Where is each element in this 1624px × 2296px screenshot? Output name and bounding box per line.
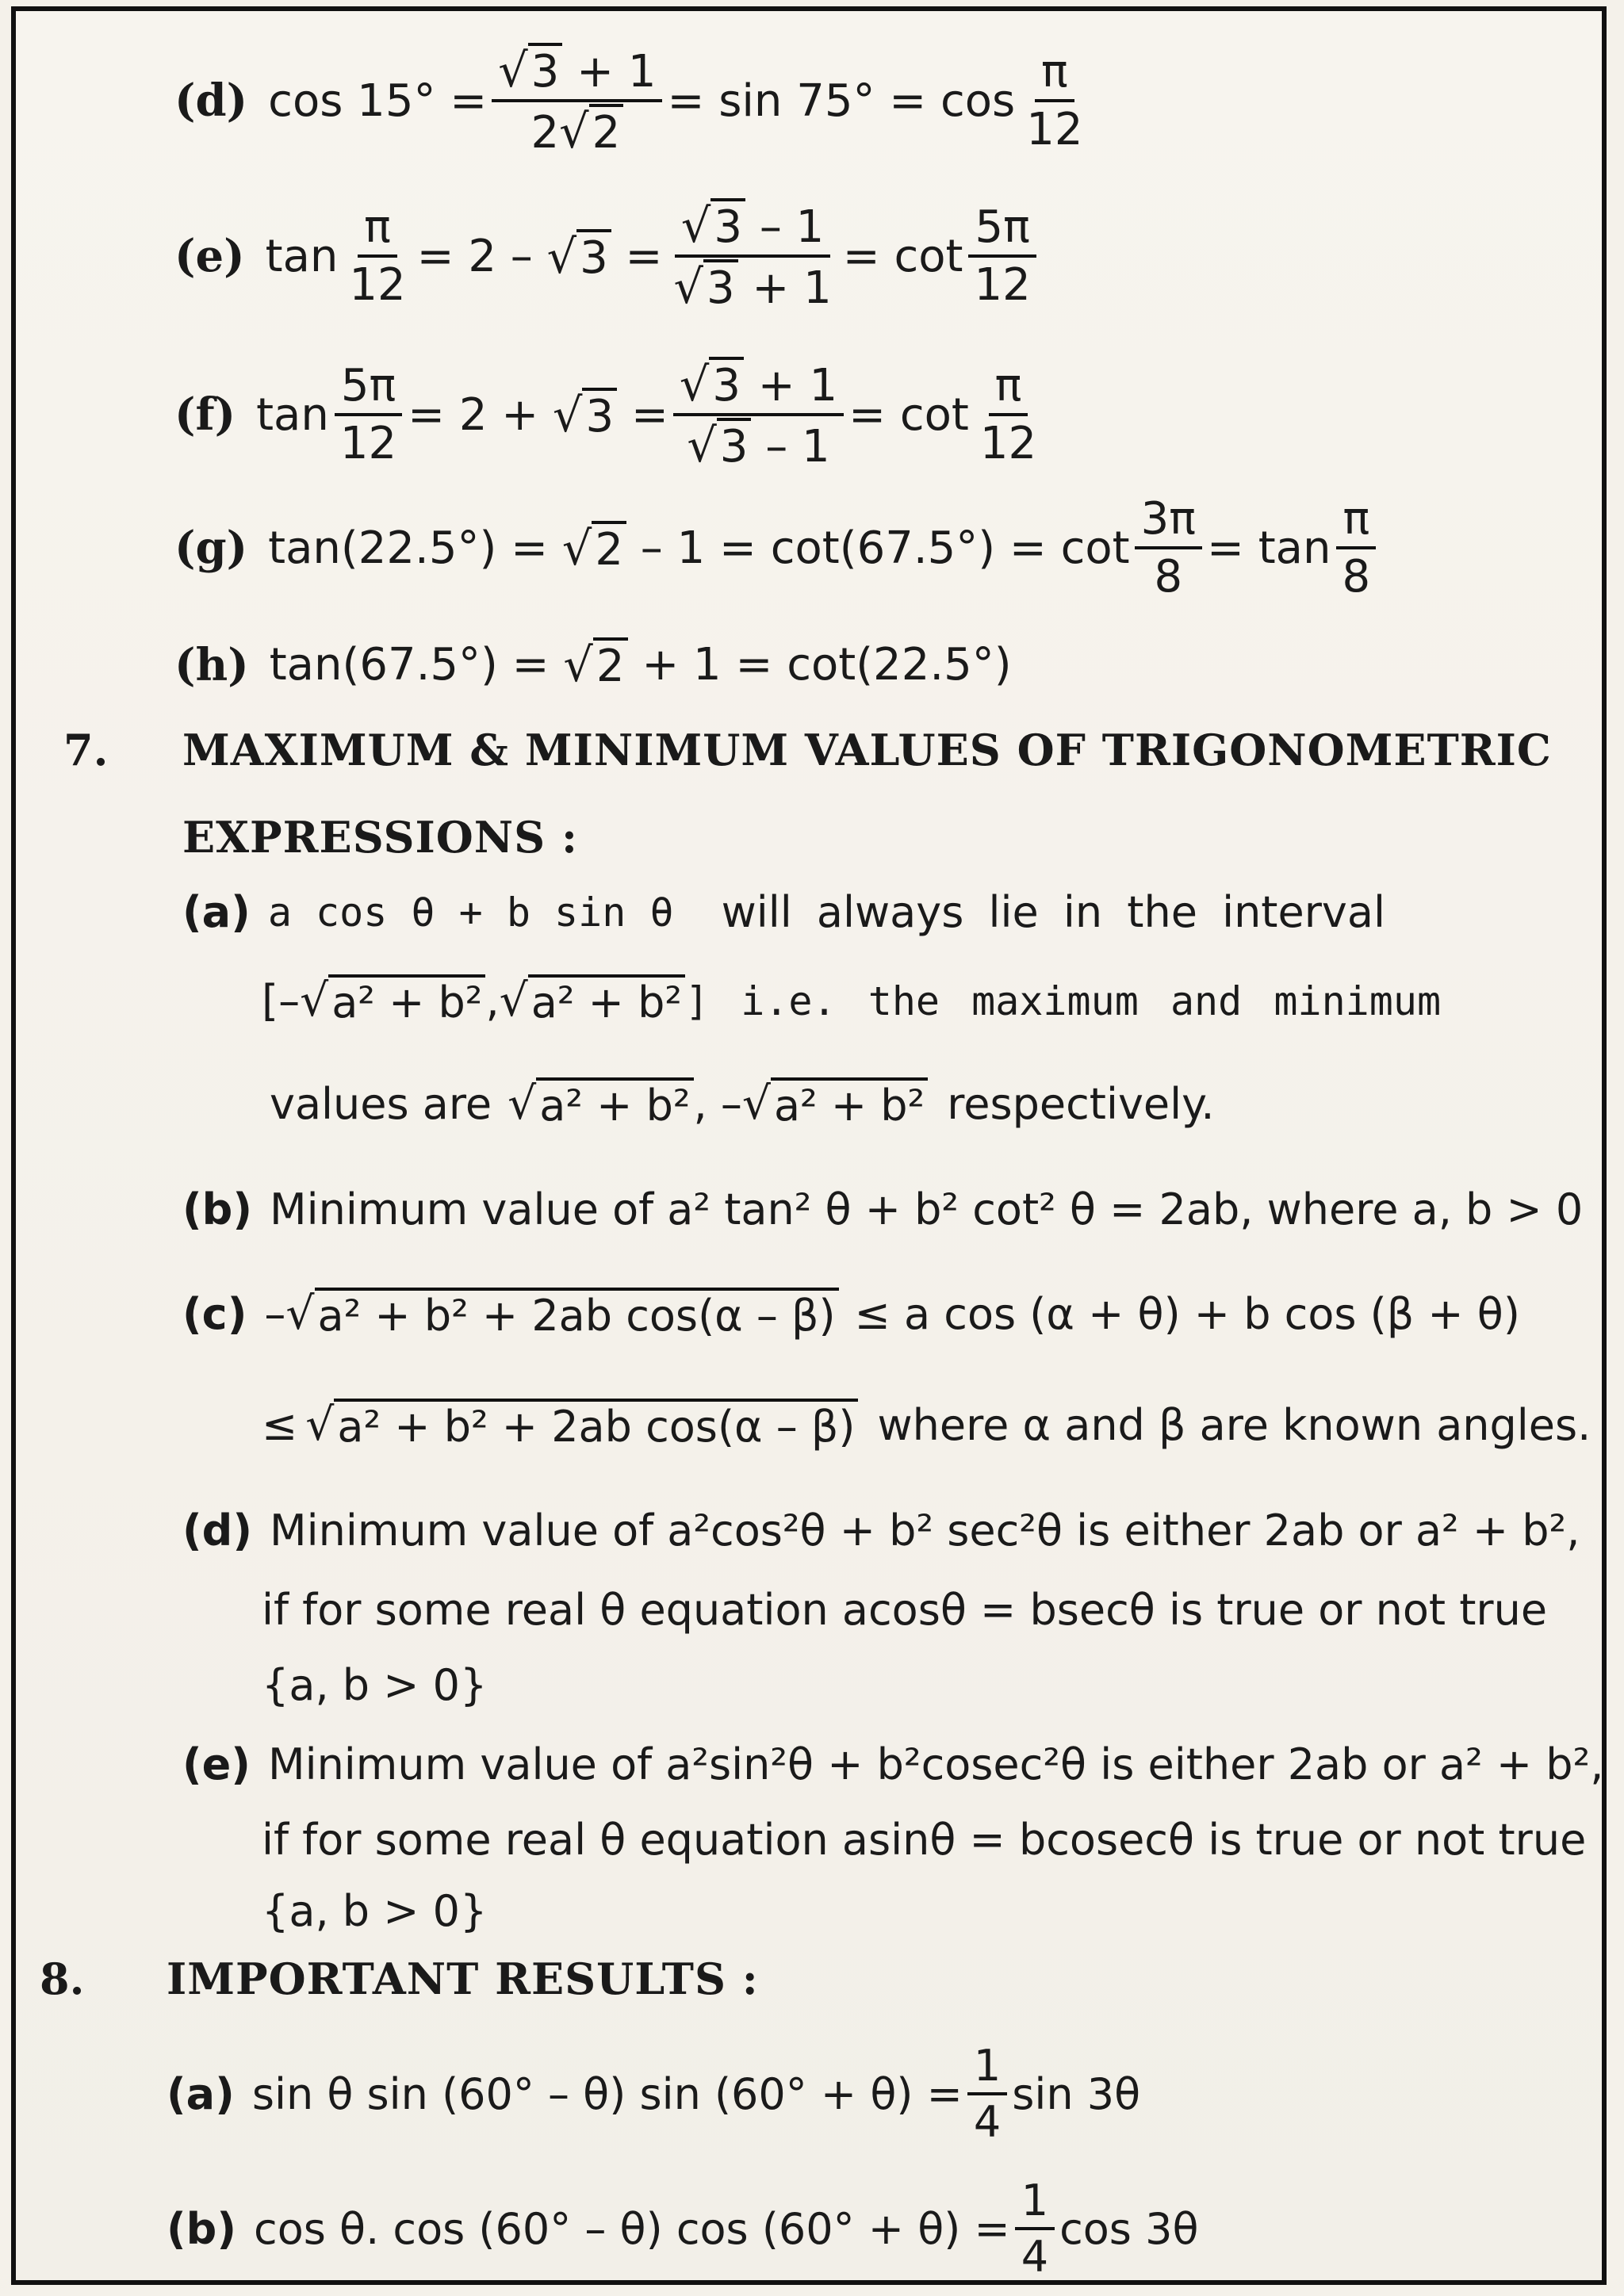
expr: cos θ. cos (60° – θ) cos (60° + θ) =	[254, 2203, 1010, 2254]
section-7-title-line-2: EXPRESSIONS :	[182, 812, 578, 863]
expr: = 2 –	[416, 230, 533, 282]
sqrt: √ 2	[563, 637, 627, 692]
tan-text: tan	[256, 388, 329, 441]
text: Minimum value of a²sin²θ + b²cosec²θ is either 2ab or a² + b²,	[267, 1739, 1604, 1789]
sqrt: √ a² + b² + 2ab cos(α – β)	[305, 1399, 858, 1452]
section-7-heading	[63, 725, 108, 775]
item-d-rhs: = sin 75° = cos	[667, 75, 1016, 127]
text: ≤ a cos (α + θ) + b cos (β + θ)	[854, 1289, 1520, 1339]
item-7d-line-1	[182, 1506, 1580, 1556]
section-8-title: IMPORTANT RESULTS :	[167, 1954, 759, 2004]
item-d	[174, 43, 1094, 159]
expr: + 1 = cot(22.5°)	[642, 639, 1012, 691]
fraction: $\frac{5\pi}{12}$	[967, 201, 1036, 311]
page	[11, 6, 1607, 2285]
section-7-title-line-1: MAXIMUM & MINIMUM VALUES OF TRIGONOMETRIC	[182, 725, 1552, 775]
fraction: $\frac{\pi}{12}$	[979, 360, 1037, 469]
expr: a cos θ + b sin θ	[267, 889, 674, 936]
item-d-lhs: cos 15°	[268, 75, 436, 127]
equals: =	[435, 75, 488, 127]
expr: tan(67.5°) =	[269, 639, 550, 691]
sqrt: √ a² + b²	[508, 1077, 693, 1131]
item-7a-label: (a)	[182, 887, 251, 937]
text: ,	[485, 976, 500, 1026]
cot-text: = cot	[848, 388, 969, 441]
text: respectively.	[947, 1079, 1215, 1129]
item-7e-line-2: if for some real θ equation asinθ = bcosecθ is true or not true	[262, 1815, 1587, 1865]
fraction: √ 3 + 1 2 √ 2	[492, 43, 662, 159]
text: , –	[693, 1079, 742, 1129]
item-7d-line-3: {a, b > 0}	[262, 1660, 488, 1710]
expr: – 1 = cot(67.5°) = cot	[640, 522, 1130, 574]
expr: tan(22.5°) =	[268, 522, 549, 574]
expr: cos 3θ	[1059, 2203, 1199, 2254]
item-7d-line-2: if for some real θ equation acosθ = bsecθ is true or not true	[262, 1585, 1548, 1635]
item-f-label: (f)	[174, 388, 236, 441]
item-7e-line-3: {a, b > 0}	[262, 1886, 488, 1936]
item-7d-label: (d)	[182, 1506, 253, 1556]
item-g	[174, 493, 1381, 603]
sqrt: √ 3	[553, 388, 617, 442]
fraction: $\frac{\pi}{12}$	[349, 201, 406, 311]
fraction: $\frac{5\pi}{12}$	[334, 360, 403, 469]
item-8a	[167, 2041, 1140, 2147]
item-8a-label: (a)	[167, 2068, 235, 2119]
sqrt: √ a² + b²	[300, 974, 485, 1027]
item-e	[174, 198, 1042, 314]
text: values are	[270, 1079, 492, 1129]
item-7a-line-1	[182, 887, 1385, 937]
item-d-label: (d)	[174, 75, 248, 127]
tan-text: tan	[265, 230, 339, 282]
text: Minimum value of a²cos²θ + b² sec²θ is either 2ab or a² + b²,	[270, 1506, 1580, 1556]
item-7c-line-2	[262, 1399, 1591, 1452]
item-e-label: (e)	[174, 230, 245, 282]
section-8-number: 8.	[40, 1954, 85, 2004]
cot-text: = cot	[842, 230, 963, 282]
expr: = 2 +	[408, 388, 539, 441]
sqrt: √ 3	[547, 229, 611, 284]
item-7a-line-2	[262, 974, 1441, 1027]
section-number: 7.	[63, 725, 109, 775]
text: ≤	[262, 1400, 298, 1450]
sqrt: √ a² + b²	[500, 974, 685, 1027]
fraction: $\frac{1}{4}$	[967, 2041, 1007, 2147]
expr: sin θ sin (60° – θ) sin (60° + θ) =	[251, 2068, 963, 2119]
item-7e-label: (e)	[182, 1739, 251, 1789]
equals: =	[625, 230, 663, 282]
item-f	[174, 357, 1048, 473]
text: ] i.e. the maximum and minimum	[685, 978, 1442, 1024]
fraction: √ 3 + 1 √ 3 – 1	[673, 357, 844, 473]
item-7a-line-3	[270, 1077, 1215, 1131]
sqrt: √ 2	[562, 521, 626, 576]
item-7c-line-1	[182, 1288, 1520, 1341]
text: Minimum value of a² tan² θ + b² cot² θ = 2ab, where a, b > 0	[270, 1184, 1584, 1234]
item-h-label: (h)	[174, 638, 249, 691]
sqrt: √ a² + b² + 2ab cos(α – β)	[285, 1288, 838, 1341]
text: where α and β are known angles.	[877, 1400, 1591, 1450]
text: will always lie in the interval	[721, 887, 1385, 937]
item-h	[174, 637, 1012, 692]
equals: =	[630, 388, 668, 441]
text: [–	[262, 976, 301, 1026]
item-7c-label: (c)	[182, 1289, 247, 1339]
fraction: $\frac{\pi}{12}$	[1026, 46, 1083, 155]
sqrt: √ a² + b²	[742, 1077, 928, 1131]
fraction: $\frac{3\pi}{8}$	[1135, 493, 1202, 603]
fraction: $\frac{1}{4}$	[1015, 2175, 1055, 2282]
item-g-label: (g)	[174, 522, 248, 574]
expr: = tan	[1206, 522, 1331, 574]
fraction: √ 3 – 1 √ 3 + 1	[673, 198, 832, 314]
item-7b	[182, 1184, 1583, 1234]
text: –	[264, 1289, 286, 1339]
fraction: $\frac{\pi}{8}$	[1335, 493, 1377, 603]
item-8b	[167, 2175, 1199, 2282]
item-7e-line-1	[182, 1739, 1603, 1789]
item-8b-label: (b)	[167, 2203, 237, 2254]
item-7b-label: (b)	[182, 1184, 253, 1234]
expr: sin 3θ	[1012, 2068, 1141, 2119]
